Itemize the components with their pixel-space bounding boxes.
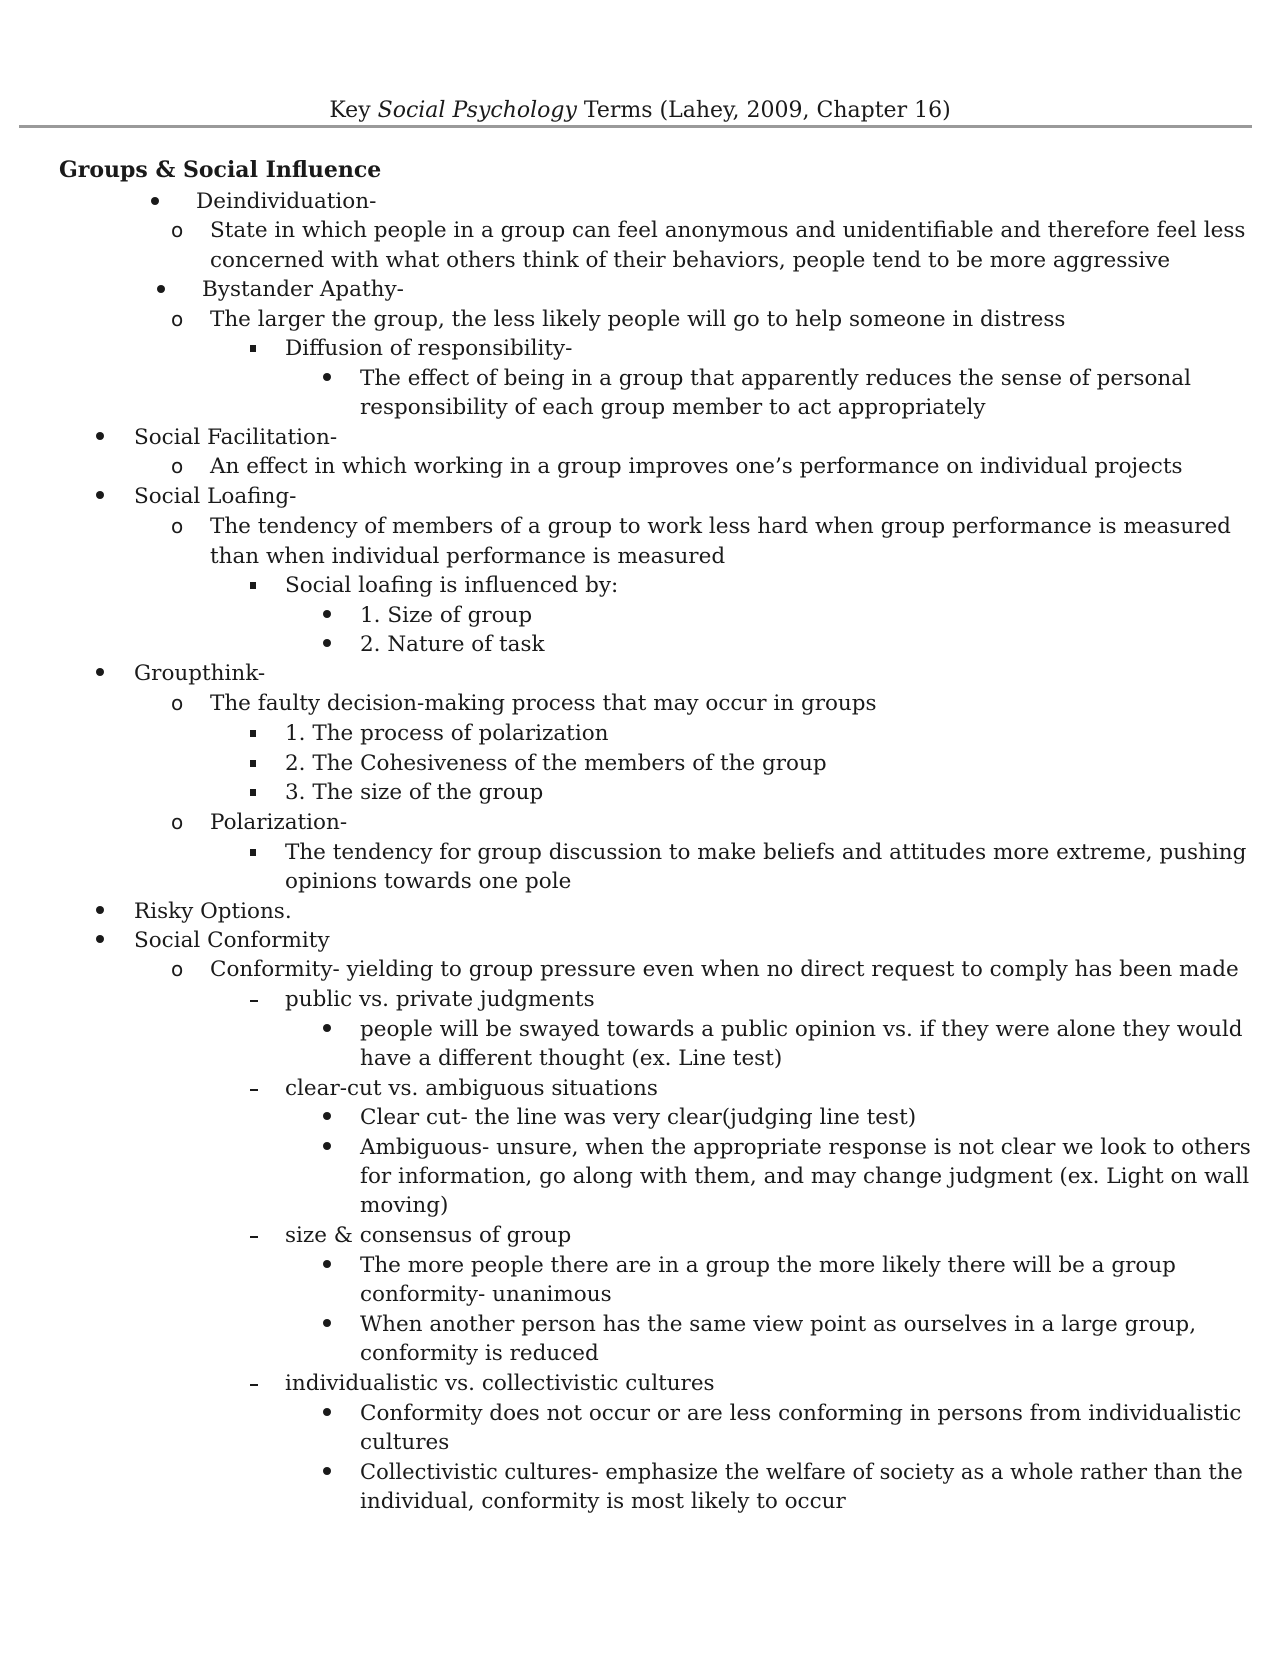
list-item: Social loafing is influenced by: <box>285 573 619 598</box>
bullet-dot-icon <box>323 373 331 381</box>
bullet-square-icon <box>250 345 256 352</box>
header-prefix: Key <box>329 98 378 123</box>
bullet-dot-icon <box>323 1142 331 1150</box>
term-diffusion-of-responsibility: Diffusion of responsibility- <box>285 336 573 361</box>
definition-line: The more people there are in a group the more likely there will be a group <box>360 1253 1176 1278</box>
term-social-facilitation: Social Facilitation- <box>134 425 338 450</box>
bullet-dot-icon <box>96 906 104 914</box>
bullet-dash-icon <box>250 1236 258 1238</box>
definition-line: than when individual performance is measured <box>210 544 726 569</box>
document-header <box>0 96 1280 126</box>
bullet-dot-icon <box>323 1260 331 1268</box>
bullet-circle-icon: o <box>171 957 184 981</box>
definition-line: State in which people in a group can feel anonymous and unidentifiable and therefore feel less <box>210 218 1246 243</box>
bullet-square-icon <box>250 582 256 589</box>
definition-line: for information, go along with them, and may change judgment (ex. Light on wall <box>360 1164 1250 1189</box>
bullet-square-icon <box>250 730 256 737</box>
bullet-dot-icon <box>323 1112 331 1120</box>
bullet-dot-icon <box>323 1408 331 1416</box>
bullet-dash-icon <box>250 1000 258 1002</box>
term-social-conformity: Social Conformity <box>134 928 330 953</box>
bullet-dot-icon <box>151 197 159 205</box>
bullet-circle-icon: o <box>171 514 184 538</box>
list-item: 1. Size of group <box>360 603 533 628</box>
header-suffix: Terms (Lahey, 2009, Chapter 16) <box>576 98 951 123</box>
definition-line: Collectivistic cultures- emphasize the welfare of society as a whole rather than the <box>360 1460 1243 1484</box>
definition-line: conformity- unanimous <box>360 1282 612 1307</box>
bullet-circle-icon: o <box>171 218 184 242</box>
list-item: 1. The process of polarization <box>285 721 609 746</box>
bullet-dot-icon <box>96 668 104 676</box>
list-item: size & consensus of group <box>285 1223 572 1248</box>
bullet-dash-icon <box>250 1089 258 1091</box>
bullet-dot-icon <box>96 491 104 499</box>
bullet-dot-icon <box>323 639 331 647</box>
list-item: clear-cut vs. ambiguous situations <box>285 1076 658 1101</box>
definition-line: Conformity does not occur or are less conforming in persons from individualistic <box>360 1401 1242 1426</box>
definition-line: cultures <box>360 1430 450 1455</box>
bullet-square-icon <box>250 789 256 796</box>
bullet-dot-icon <box>323 1467 331 1475</box>
bullet-dash-icon <box>250 1384 258 1386</box>
bullet-dot-icon <box>157 285 165 293</box>
term-polarization: Polarization- <box>210 810 348 835</box>
definition-line: The tendency for group discussion to make beliefs and attitudes more extreme, pushing <box>285 840 1247 865</box>
definition-line: concerned with what others think of their behaviors, people tend to be more aggressive <box>210 248 1171 273</box>
definition-line: The larger the group, the less likely people will go to help someone in distress <box>210 307 1066 332</box>
definition-line: Clear cut- the line was very clear(judging line test) <box>360 1105 917 1130</box>
header-italic-title: Social Psychology <box>377 98 577 123</box>
term-risky-options: Risky Options. <box>134 899 292 924</box>
bullet-square-icon <box>250 849 256 856</box>
definition-line: The faulty decision-making process that may occur in groups <box>210 691 877 716</box>
term-social-loafing: Social Loafing- <box>134 484 297 509</box>
bullet-dot-icon <box>323 610 331 618</box>
definition-line: conformity is reduced <box>360 1341 599 1366</box>
term-groupthink: Groupthink- <box>134 661 266 686</box>
bullet-circle-icon: o <box>171 691 184 715</box>
bullet-dot-icon <box>323 1024 331 1032</box>
definition-line: When another person has the same view point as ourselves in a large group, <box>360 1312 1197 1337</box>
bullet-dot-icon <box>96 432 104 440</box>
list-item: 3. The size of the group <box>285 780 544 805</box>
bullet-circle-icon: o <box>171 454 184 478</box>
list-item: individualistic vs. collectivistic cultures <box>285 1371 715 1396</box>
definition-line: responsibility of each group member to act appropriately <box>360 395 986 420</box>
bullet-dot-icon <box>323 1319 331 1327</box>
definition-line: moving) <box>360 1193 449 1218</box>
definition-line: people will be swayed towards a public opinion vs. if they were alone they would <box>360 1017 1243 1042</box>
definition-line: opinions towards one pole <box>285 869 572 894</box>
definition-line: have a different thought (ex. Line test) <box>360 1046 783 1071</box>
definition-line: The tendency of members of a group to work less hard when group performance is measured <box>210 514 1231 539</box>
section-title: Groups & Social Influence <box>59 157 382 183</box>
definition-line: An effect in which working in a group improves one’s performance on individual projects <box>210 454 1183 479</box>
list-item: 2. Nature of task <box>360 632 545 657</box>
list-item: public vs. private judgments <box>285 987 595 1012</box>
term-deindividuation: Deindividuation- <box>196 189 377 214</box>
term-bystander-apathy: Bystander Apathy- <box>202 277 404 302</box>
list-item: 2. The Cohesiveness of the members of the group <box>285 751 827 776</box>
definition-line: Ambiguous- unsure, when the appropriate response is not clear we look to others <box>360 1135 1251 1160</box>
bullet-dot-icon <box>96 935 104 943</box>
definition-line: individual, conformity is most likely to occur <box>360 1489 846 1514</box>
definition-line: The effect of being in a group that apparently reduces the sense of personal <box>360 366 1191 391</box>
definition-line: Conformity- yielding to group pressure even when no direct request to comply has been made <box>210 957 1239 982</box>
bullet-circle-icon: o <box>171 307 184 331</box>
header-rule <box>19 125 1252 128</box>
bullet-circle-icon: o <box>171 810 184 834</box>
bullet-square-icon <box>250 760 256 767</box>
